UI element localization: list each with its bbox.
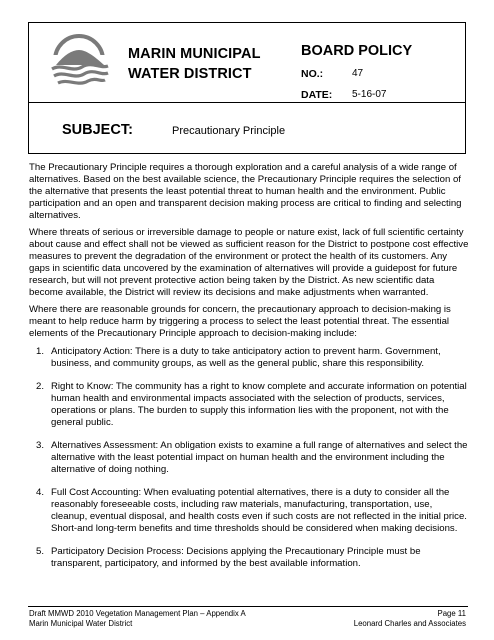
policy-body — [29, 162, 469, 580]
footer-left-line1: Draft MMWD 2010 Vegetation Management Plan – Appendix A — [29, 609, 246, 618]
policy-date-value: 5-16-07 — [352, 89, 387, 100]
principle-elements-list — [29, 346, 469, 569]
body-paragraph-1: The Precautionary Principle requires a thorough exploration and a careful analysis of a wide range of alternatives. Based on the best available science, the Precautionary Principle requires the selection of the alternative that presents the least potential threat to human health and the environment. Public participation and an open and transparent decision making process are critical to finding and selecting alternatives. — [29, 162, 462, 222]
list-item-text: Participatory Decision Process: Decisions applying the Precautionary Principle must be transparent, participatory, and informed by the best available information. — [51, 545, 421, 569]
policy-date-label: DATE: — [301, 89, 333, 101]
header-divider — [28, 102, 466, 103]
list-item-number: 2. — [36, 381, 45, 392]
list-item — [29, 487, 469, 535]
list-item-number: 5. — [36, 545, 45, 557]
body-paragraph-3: Where there are reasonable grounds for concern, the precautionary approach to decision-making is meant to help reduce harm by triggering a process to select the least potential threat. The essential elements of the Precautionary Principle approach to decision-making include: — [29, 304, 451, 340]
list-item — [29, 381, 469, 429]
list-item-text: Anticipatory Action: There is a duty to take anticipatory action to prevent harm. Government, business, and community groups, as well as the general public, share this responsibility. — [51, 346, 441, 370]
footer-page-number: Page 11 — [437, 609, 466, 618]
list-item-text: Full Cost Accounting: When evaluating potential alternatives, there is a duty to consider all the reasonably foreseeable costs, including raw materials, manufacturing, transportation, use, cleanup, eventual disposal, and health costs even if such costs are not reflected in the initial price. Short-and long-term benefits and time thresholds should be considered when making decisions. — [51, 486, 467, 534]
body-paragraph-2: Where threats of serious or irreversible damage to people or nature exist, lack of full scientific certainty about cause and effect shall not be viewed as sufficient reason for the District to postpone cost effective measures to prevent the degradation of the environment or protect the health of its customers. Any gaps in scientific data uncovered by the examination of alternatives will provide a guidepost for future research, but will not prevent protective action being taken by the District. As new scientific data become available, the District will review its decisions and make adjustments when warranted. — [29, 226, 469, 299]
policy-number-value: 47 — [352, 68, 364, 79]
footer-right-line2: Leonard Charles and Associates — [353, 619, 466, 628]
list-item-number: 1. — [36, 346, 45, 358]
org-name-line1: MARIN MUNICIPAL — [128, 46, 261, 62]
list-item — [29, 440, 469, 476]
footer-rule — [28, 606, 468, 607]
subject-label: SUBJECT: — [62, 122, 133, 138]
footer-left-line2: Marin Municipal Water District — [29, 619, 133, 628]
subject-value: Precautionary Principle — [172, 125, 286, 137]
list-item-number: 3. — [36, 439, 45, 451]
marin-water-district-logo — [48, 33, 112, 89]
organization-name — [128, 44, 261, 84]
policy-number-label: NO.: — [301, 68, 324, 80]
org-name-line2: WATER DISTRICT — [128, 66, 252, 82]
list-item-text: Right to Know: The community has a right to know complete and accurate information on potential human health and environmental impacts associated with the selection of products, services, operations or plans. The burden to supply this information lies with the proponent, not with the general public. — [51, 381, 467, 429]
policy-title: BOARD POLICY — [301, 43, 413, 59]
list-item — [29, 346, 469, 370]
list-item — [29, 546, 469, 570]
list-item-number: 4. — [36, 486, 45, 498]
list-item-text: Alternatives Assessment: An obligation exists to examine a full range of alternatives and select the alternative with the least potential impact on human health and the environment including the alternative of doing nothing. — [51, 439, 468, 476]
